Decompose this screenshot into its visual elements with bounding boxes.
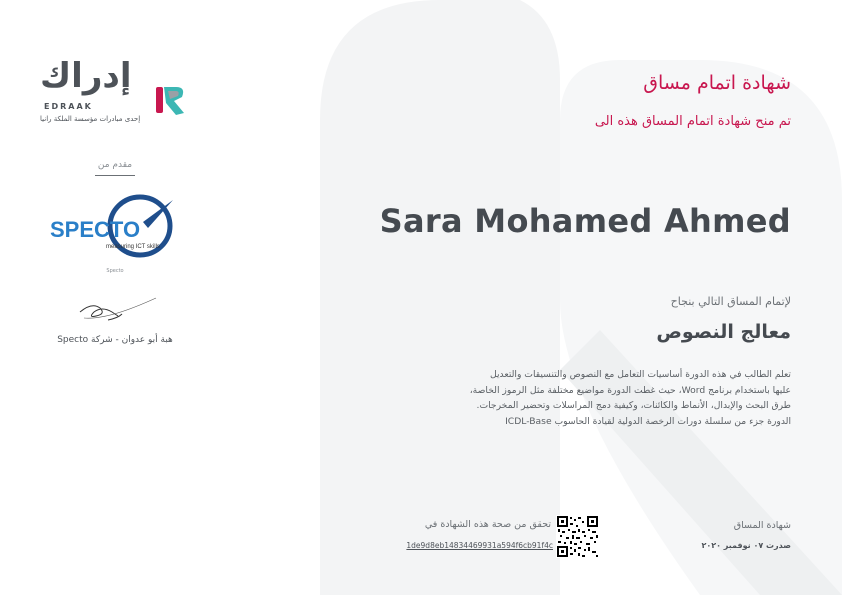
verify-label: تحقق من صحة هذه الشهادة في	[424, 519, 551, 530]
edraak-mark-icon	[156, 85, 188, 117]
specto-wordmark: SPECTO	[50, 217, 141, 242]
presented-by-label: مقدم من	[97, 160, 133, 170]
course-name: معالج النصوص	[656, 321, 791, 343]
certificate-subtitle: تم منح شهادة اتمام المساق هذه الى	[594, 114, 791, 129]
learner-name: Sara Mohamed Ahmed	[379, 202, 791, 240]
partner-caption: Specto	[106, 268, 124, 274]
edraak-english-wordmark: EDRAAK	[44, 102, 93, 111]
signatory-name: هبة أبو عدوان - شركة Specto	[57, 335, 173, 345]
edraak-arabic-wordmark: إدراك	[40, 56, 132, 96]
description-line: طرق البحث والإبدال، الأنماط والكائنات، وكيفية دمج المراسلات وتحضير المخرجات.	[476, 400, 791, 411]
specto-tagline: measuring ICT skills	[106, 244, 160, 250]
edraak-logo	[38, 56, 190, 124]
issuer-label: شهادة المساق	[733, 520, 791, 531]
certificate-title: شهادة اتمام مساق	[643, 72, 791, 94]
signature-image	[78, 294, 158, 330]
edraak-tagline: إحدى مبادرات مؤسسة الملكة رانيا	[40, 115, 141, 123]
course-description	[411, 367, 791, 429]
presented-by-divider	[95, 175, 135, 176]
description-line: الدورة جزء من سلسلة دورات الرخصة الدولية لقيادة الحاسوب ICDL-Base	[505, 415, 791, 427]
description-line: تعلم الطالب في هذه الدورة أساسيات التعامل مع النصوص والتنسيقات والتعديل	[490, 369, 791, 380]
completion-text: لإتمام المساق التالي بنجاح	[670, 295, 791, 308]
description-line: عليها باستخدام برنامج Word، حيث غطت الدورة مواضيع مختلفة مثل الرموز الخاصة،	[469, 384, 791, 396]
issue-date: صدرت ٠٧ نوفمبر ٢٠٢٠	[701, 541, 791, 550]
verification-link[interactable]: 1de9d8eb14834469931a594f6cb91f4c	[406, 541, 553, 550]
specto-logo	[48, 192, 183, 262]
qr-code[interactable]	[556, 515, 599, 558]
